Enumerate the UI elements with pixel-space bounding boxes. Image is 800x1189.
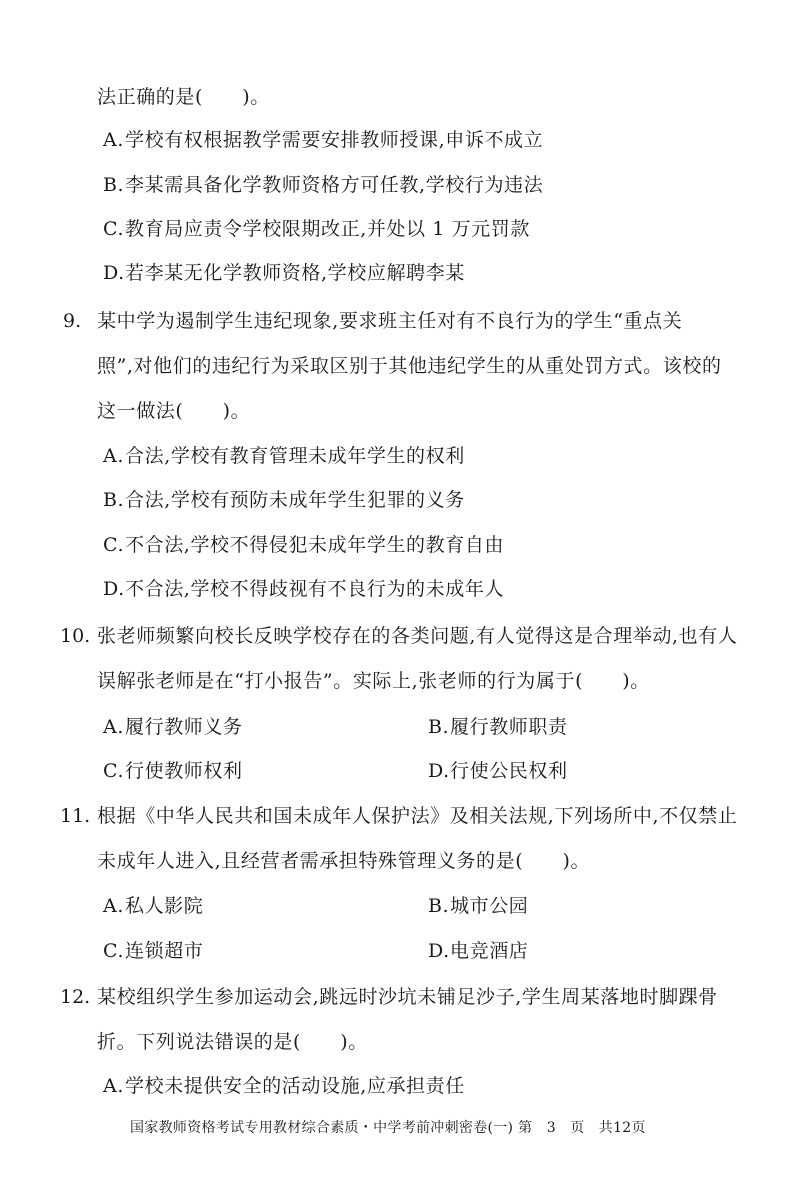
q8-option-d: [103, 260, 465, 286]
option-letter: D.: [428, 940, 450, 962]
option-letter: C.: [103, 940, 125, 962]
option-letter: D.: [428, 760, 450, 782]
q9-option-d: [103, 576, 504, 602]
q11-number: 11.: [60, 805, 91, 827]
q9-option-b: [103, 487, 465, 513]
option-text: 履行教师义务: [125, 716, 243, 738]
option-letter: B.: [428, 716, 450, 738]
q12-option-a: [103, 1073, 465, 1099]
q10-option-b: [428, 714, 568, 740]
q8-stem-tail: 法正确的是( )。: [97, 86, 270, 108]
q8-option-b: [103, 172, 543, 198]
q12-number: 12.: [60, 986, 91, 1008]
q11-stem-line-1: 根据《中华人民共和国未成年人保护法》及相关法规,下列场所中,不仅禁止: [97, 805, 738, 827]
option-text: 行使教师权利: [125, 760, 243, 782]
page-footer: [130, 1118, 646, 1138]
option-text: 不合法,学校不得歧视有不良行为的未成年人: [125, 578, 505, 600]
option-text: 私人影院: [125, 895, 204, 917]
q12-stem-line-1: 某校组织学生参加运动会,跳远时沙坑未铺足沙子,学生周某落地时脚踝骨: [97, 986, 718, 1008]
option-letter: B.: [103, 489, 125, 511]
footer-title: 国家教师资格考试专用教材综合素质・中学考前冲刺密卷(一): [130, 1120, 514, 1136]
q9-number: 9.: [63, 310, 82, 332]
option-text: 不合法,学校不得侵犯未成年学生的教育自由: [125, 534, 505, 556]
option-letter: C.: [103, 760, 125, 782]
option-letter: B.: [103, 174, 125, 196]
q9-stem-line-3: 这一做法( )。: [97, 400, 251, 422]
option-letter: C.: [103, 534, 125, 556]
q8-option-a: [103, 127, 543, 153]
option-text: 履行教师职责: [450, 716, 568, 738]
option-text: 合法,学校有教育管理未成年学生的权利: [125, 445, 465, 467]
q11-option-b: [428, 893, 528, 919]
q9-option-a: [103, 443, 465, 469]
option-text: 教育局应责令学校限期改正,并处以 1 万元罚款: [125, 218, 531, 240]
option-text: 电竞酒店: [450, 940, 529, 962]
option-letter: C.: [103, 218, 125, 240]
q9-stem-line-1: 某中学为遏制学生违纪现象,要求班主任对有不良行为的学生“重点关: [97, 310, 683, 332]
option-letter: B.: [428, 895, 450, 917]
option-text: 学校有权根据教学需要安排教师授课,申诉不成立: [125, 129, 544, 151]
option-text: 学校未提供安全的活动设施,应承担责任: [125, 1075, 465, 1097]
option-text: 李某需具备化学教师资格方可任教,学校行为违法: [125, 174, 544, 196]
option-text: 行使公民权利: [450, 760, 568, 782]
q10-stem-line-1: 张老师频繁向校长反映学校存在的各类问题,有人觉得这是合理举动,也有人: [97, 625, 738, 647]
q11-option-c: [103, 938, 203, 964]
q9-stem-line-2: 照”,对他们的违纪行为采取区别于其他违纪学生的从重处罚方式。该校的: [97, 355, 722, 377]
option-text: 合法,学校有预防未成年学生犯罪的义务: [125, 489, 465, 511]
q11-stem-line-2: 未成年人进入,且经营者需承担特殊管理义务的是( )。: [97, 850, 591, 872]
option-letter: A.: [103, 129, 124, 151]
option-letter: A.: [103, 895, 124, 917]
q10-option-c: [103, 758, 243, 784]
q11-option-d: [428, 938, 528, 964]
q10-stem-line-2: 误解张老师是在“打小报告”。实际上,张老师的行为属于( )。: [97, 670, 650, 692]
option-letter: D.: [103, 578, 125, 600]
option-text: 城市公园: [450, 895, 529, 917]
option-text: 若李某无化学教师资格,学校应解聘李某: [125, 262, 465, 284]
q12-stem-line-2: 折。下列说法错误的是( )。: [97, 1031, 368, 1053]
q8-option-c: [103, 216, 530, 242]
q11-option-a: [103, 893, 203, 919]
q9-option-c: [103, 532, 504, 558]
option-letter: A.: [103, 445, 124, 467]
footer-page-number: 第 3 页 共12页: [518, 1120, 646, 1136]
q10-option-d: [428, 758, 568, 784]
option-letter: A.: [103, 1075, 124, 1097]
option-letter: D.: [103, 262, 125, 284]
q10-number: 10.: [60, 625, 91, 647]
q10-option-a: [103, 714, 243, 740]
option-text: 连锁超市: [125, 940, 204, 962]
option-letter: A.: [103, 716, 124, 738]
